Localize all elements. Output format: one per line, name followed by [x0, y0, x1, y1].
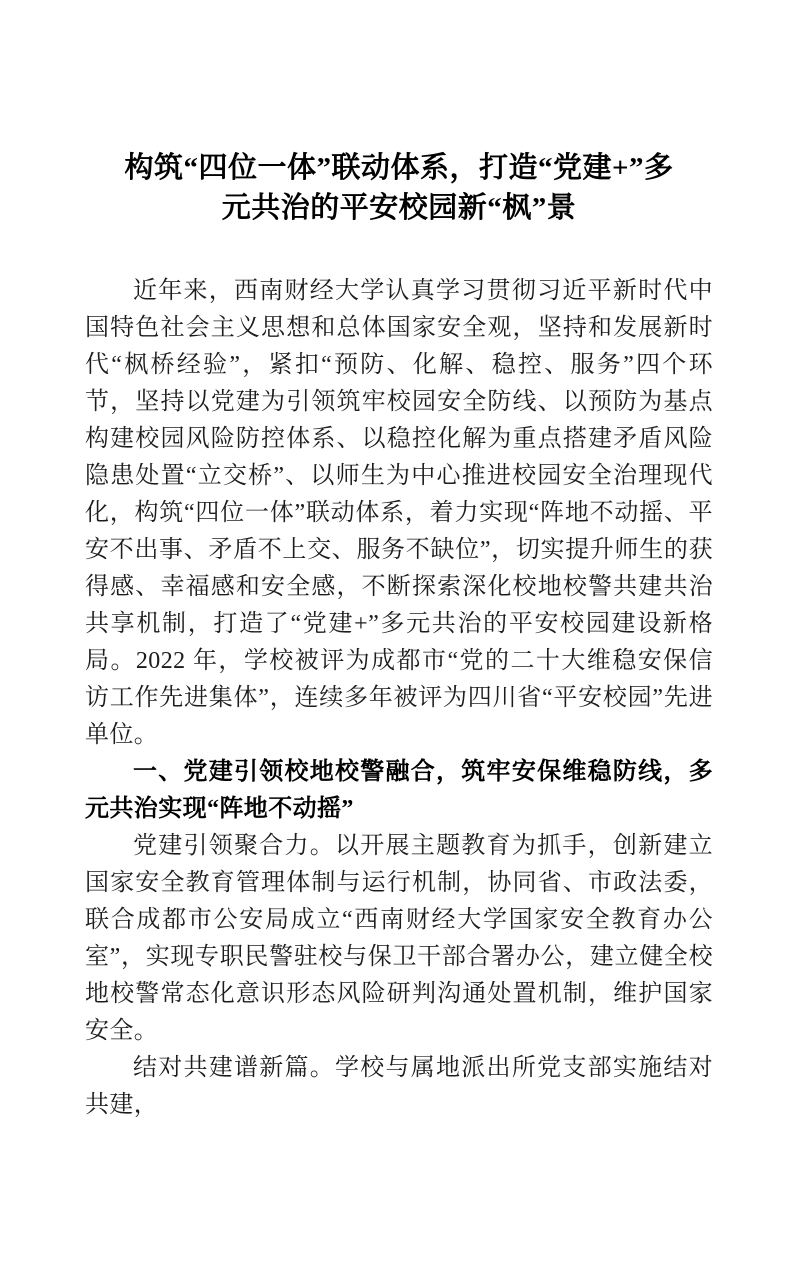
- document-body: [85, 273, 713, 1124]
- document-title: 构筑“四位一体”联动体系，打造“党建+”多元共治的平安校园新“枫”景: [124, 152, 674, 224]
- document-page: [0, 148, 793, 1270]
- section-heading: 一、党建引领校地校警融合，筑牢安保维稳防线，多元共治实现“阵地不动摇”: [85, 759, 713, 822]
- body-paragraph: 党建引领聚合力。以开展主题教育为抓手，创新建立国家安全教育管理体制与运行机制，协同省、市政法委，联合成都市公安局成立“西南财经大学国家安全教育办公室”，实现专职民警驻校与保卫干部合署办公，建立健全校地校警常态化意识形态风险研判沟通处置机制，维护国家安全。: [85, 833, 713, 1044]
- body-paragraph: 结对共建谱新篇。学校与属地派出所党支部实施结对共建，: [85, 1055, 713, 1118]
- body-paragraph: 近年来，西南财经大学认真学习贯彻习近平新时代中国特色社会主义思想和总体国家安全观，坚持和发展新时代“枫桥经验”，紧扣“预防、化解、稳控、服务”四个环节，坚持以党建为引领筑牢校园安全防线、以预防为基点构建校园风险防控体系、以稳控化解为重点搭建矛盾风险隐患处置“立交桥”、以师生为中心推进校园安全治理现代化，构筑“四位一体”联动体系，着力实现“阵地不动摇、平安不出事、矛盾不上交、服务不缺位”，切实提升师生的获得感、幸福感和安全感，不断探索深化校地校警共建共治共享机制，打造了“党建+”多元共治的平安校园建设新格局。2022 年，学校被评为成都市“党的二十大维稳安保信访工作先进集体”，连续多年被评为四川省“平安校园”先进单位。: [85, 278, 713, 748]
